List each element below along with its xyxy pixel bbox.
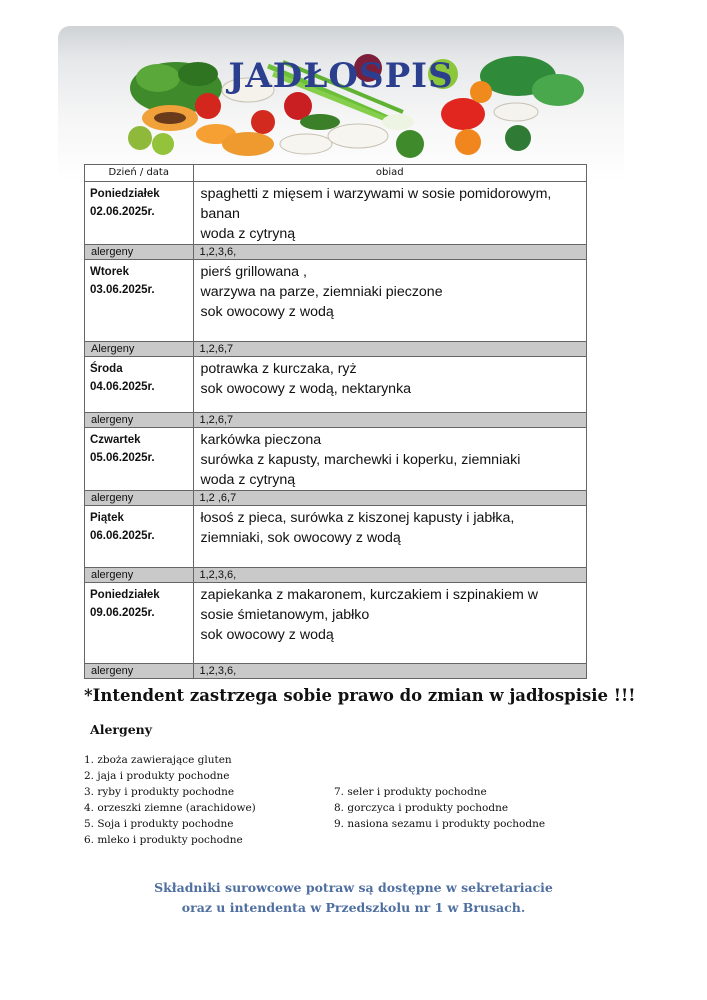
dish-line: warzywa na parze, ziemniaki pieczone xyxy=(200,284,443,300)
dish-line: surówka z kapusty, marchewki i koperku, ziemniaki xyxy=(200,452,521,468)
menu-table xyxy=(84,164,587,679)
dish-line: sok owocowy z wodą, nektarynka xyxy=(200,381,412,397)
allergen-label: alergeny xyxy=(85,413,194,428)
allergen-label: alergeny xyxy=(85,245,194,260)
day-date: 04.06.2025r. xyxy=(90,381,155,393)
dish-line: zapiekanka z makaronem, kurczakiem i szpinakiem w xyxy=(200,587,538,603)
allergen-row xyxy=(85,413,587,428)
day-date: 06.06.2025r. xyxy=(90,530,155,542)
vegetables-illustration xyxy=(58,26,624,182)
day-name: Czwartek xyxy=(90,434,141,446)
allergen-codes: 1,2,3,6, xyxy=(193,245,587,260)
dish-cell xyxy=(193,428,587,491)
allergen-label: Alergeny xyxy=(85,342,194,357)
day-cell xyxy=(85,506,194,568)
allergens-heading: Alergeny xyxy=(90,722,153,737)
day-name: Wtorek xyxy=(90,266,129,278)
allergens-list-right xyxy=(334,784,545,832)
dish-line: pierś grillowana , xyxy=(200,264,307,280)
allergen-item: 4. orzeszki ziemne (arachidowe) xyxy=(84,802,256,814)
day-name: Poniedziałek xyxy=(90,188,160,200)
dish-line: sok owocowy z wodą xyxy=(200,304,334,320)
table-row xyxy=(85,357,587,413)
allergen-row xyxy=(85,664,587,679)
dish-line: woda z cytryną xyxy=(200,226,296,242)
allergen-label: alergeny xyxy=(85,491,194,506)
dish-cell xyxy=(193,260,587,342)
allergen-row xyxy=(85,342,587,357)
column-header-meal: obiad xyxy=(193,165,587,182)
day-cell xyxy=(85,260,194,342)
page-title: JADŁOSPIS xyxy=(228,56,454,96)
allergen-row xyxy=(85,568,587,583)
dish-line: woda z cytryną xyxy=(200,472,296,488)
dish-line: sosie śmietanowym, jabłko xyxy=(200,607,370,623)
change-notice: *Intendent zastrzega sobie prawo do zmian w jadłospisie !!! xyxy=(84,686,636,705)
dish-line: potrawka z kurczaka, ryż xyxy=(200,361,357,377)
day-cell xyxy=(85,182,194,245)
day-cell xyxy=(85,583,194,664)
allergen-item: 7. seler i produkty pochodne xyxy=(334,786,487,798)
table-row xyxy=(85,182,587,245)
allergen-label: alergeny xyxy=(85,664,194,679)
column-header-day: Dzień / data xyxy=(85,165,194,182)
dish-line: ziemniaki, sok owocowy z wodą xyxy=(200,530,401,546)
allergen-item: 6. mleko i produkty pochodne xyxy=(84,834,243,846)
allergen-item: 5. Soja i produkty pochodne xyxy=(84,818,234,830)
allergen-row xyxy=(85,245,587,260)
allergen-codes: 1,2,3,6, xyxy=(193,664,587,679)
allergen-codes: 1,2,3,6, xyxy=(193,568,587,583)
day-name: Poniedziałek xyxy=(90,589,160,601)
dish-line: sok owocowy z wodą xyxy=(200,627,334,643)
dish-cell xyxy=(193,506,587,568)
day-date: 05.06.2025r. xyxy=(90,452,155,464)
footer-line: Składniki surowcowe potraw są dostępne w sekretariacie xyxy=(154,880,553,895)
footer-line: oraz u intendenta w Przedszkolu nr 1 w Brusach. xyxy=(181,900,526,915)
allergen-label: alergeny xyxy=(85,568,194,583)
allergen-codes: 1,2,6,7 xyxy=(193,342,587,357)
allergen-codes: 1,2 ,6,7 xyxy=(193,491,587,506)
allergen-item: 2. jaja i produkty pochodne xyxy=(84,770,230,782)
day-cell xyxy=(85,357,194,413)
dish-cell xyxy=(193,182,587,245)
allergen-item: 9. nasiona sezamu i produkty pochodne xyxy=(334,818,546,830)
dish-line: spaghetti z mięsem i warzywami w sosie pomidorowym, xyxy=(200,186,552,202)
dish-cell xyxy=(193,357,587,413)
dish-line: łosoś z pieca, surówka z kiszonej kapusty i jabłka, xyxy=(200,510,515,526)
allergen-item: 8. gorczyca i produkty pochodne xyxy=(334,802,509,814)
table-row xyxy=(85,506,587,568)
day-cell xyxy=(85,428,194,491)
allergens-list-left xyxy=(84,752,256,848)
day-name: Piątek xyxy=(90,512,124,524)
dish-line: banan xyxy=(200,206,240,222)
allergen-codes: 1,2,6,7 xyxy=(193,413,587,428)
table-row xyxy=(85,583,587,664)
dish-cell xyxy=(193,583,587,664)
allergen-item: 1. zboża zawierające gluten xyxy=(84,754,232,766)
day-date: 03.06.2025r. xyxy=(90,284,155,296)
table-row xyxy=(85,428,587,491)
header-banner xyxy=(58,26,624,182)
table-header-row xyxy=(85,165,587,182)
day-date: 09.06.2025r. xyxy=(90,607,155,619)
dish-line: karkówka pieczona xyxy=(200,432,322,448)
day-date: 02.06.2025r. xyxy=(90,206,155,218)
allergen-row xyxy=(85,491,587,506)
allergen-item: 3. ryby i produkty pochodne xyxy=(84,786,235,798)
table-row xyxy=(85,260,587,342)
footer-note xyxy=(0,878,707,918)
day-name: Środa xyxy=(90,363,123,375)
